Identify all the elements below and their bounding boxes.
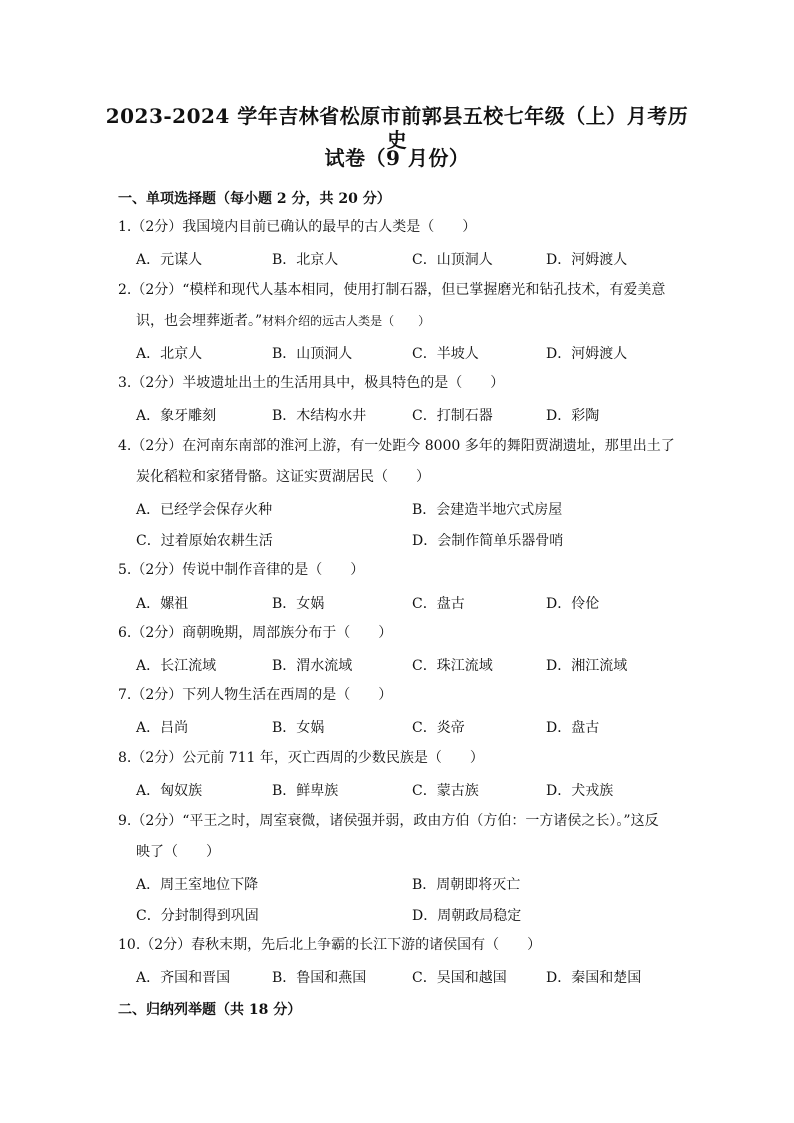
question-7-options	[136, 717, 696, 735]
option-c: C．山顶洞人	[412, 252, 493, 268]
option-a: A．齐国和晋国	[136, 970, 231, 986]
option-d: D．彩陶	[546, 408, 600, 424]
question-1-options	[136, 249, 696, 267]
question-6-stem: 6.（2分）商朝晚期，周部族分布于（ ）	[118, 625, 393, 641]
option-b: B．会建造半地穴式房屋	[412, 502, 563, 518]
question-9-stem-line1: 9.（2分）“平王之时，周室衰微，诸侯强并弱，政由方伯（方伯：一方诸侯之长）。”这反	[118, 813, 659, 829]
section-heading-1: 一、单项选择题（每小题 2 分，共 20 分）	[118, 191, 391, 207]
option-d: D．盘古	[546, 720, 600, 736]
question-8-options	[136, 780, 696, 798]
option-b: B．山顶洞人	[272, 346, 353, 362]
option-a: A．吕尚	[136, 720, 189, 736]
option-d: D．河姆渡人	[546, 252, 628, 268]
option-d: D．秦国和楚国	[546, 970, 642, 986]
question-5-stem: 5.（2分）传说中制作音律的是（ ）	[118, 562, 365, 578]
option-c: C．盘古	[412, 596, 465, 612]
option-c: C．珠江流域	[412, 658, 493, 674]
question-2-stem-line2	[136, 312, 430, 330]
option-c: C．过着原始农耕生活	[136, 533, 273, 549]
option-a: A．周王室地位下降	[136, 877, 259, 893]
question-9-options-row2	[136, 905, 696, 923]
option-a: A．匈奴族	[136, 783, 203, 799]
question-4-options-row2	[136, 530, 696, 548]
option-c: C．吴国和越国	[412, 970, 507, 986]
exam-title-line1: 2023-2024 学年吉林省松原市前郭县五校七年级（上）月考历史	[105, 104, 689, 152]
exam-title-line2: 试卷（9 月份）	[324, 146, 470, 170]
section-heading-2: 二、归纳列举题（共 18 分）	[118, 1002, 302, 1018]
question-9-stem-line2: 映了（ ）	[136, 844, 220, 860]
question-3-stem: 3.（2分）半坡遗址出土的生活用具中，极具特色的是（ ）	[118, 375, 505, 391]
question-4-stem-line2: 炭化稻粒和家猪骨骼。这证实贾湖居民（ ）	[136, 469, 430, 485]
option-a: A．元谋人	[136, 252, 203, 268]
option-c: C．蒙古族	[412, 783, 479, 799]
question-2-stem-line1: 2.（2分）“模样和现代人基本相同，使用打制石器，但已掌握磨光和钻孔技术，有爱美意	[118, 282, 666, 298]
option-c: C．半坡人	[412, 346, 479, 362]
question-7-stem: 7.（2分）下列人物生活在西周的是（ ）	[118, 687, 393, 703]
option-c: C．分封制得到巩固	[136, 908, 259, 924]
question-8-stem: 8.（2分）公元前 711 年，灭亡西周的少数民族是（ ）	[118, 750, 484, 766]
option-b: B．鲁国和燕国	[272, 970, 367, 986]
option-c: C．打制石器	[412, 408, 493, 424]
question-9-options-row1	[136, 874, 696, 892]
option-b: B．北京人	[272, 252, 339, 268]
option-c: C．炎帝	[412, 720, 465, 736]
option-a: A．嫘祖	[136, 596, 189, 612]
option-b: B．周朝即将灭亡	[412, 877, 521, 893]
option-d: D．河姆渡人	[546, 346, 628, 362]
option-a: A．长江流域	[136, 658, 217, 674]
question-2-prompt: 材料介绍的远古人类是（ ）	[262, 314, 431, 328]
option-d: D．伶伦	[546, 596, 600, 612]
question-3-options	[136, 405, 696, 423]
option-d: D．湘江流域	[546, 658, 628, 674]
question-2-quote-end: 识，也会埋葬逝者。”	[136, 313, 263, 329]
option-a: A．已经学会保存火种	[136, 502, 273, 518]
option-b: B．渭水流域	[272, 658, 353, 674]
option-b: B．木结构水井	[272, 408, 367, 424]
option-d: D．周朝政局稳定	[412, 908, 522, 924]
question-4-options-row1	[136, 499, 696, 517]
option-a: A．北京人	[136, 346, 203, 362]
option-d: D．犬戎族	[546, 783, 614, 799]
option-b: B．女娲	[272, 720, 325, 736]
option-a: A．象牙雕刻	[136, 408, 217, 424]
question-10-options	[136, 967, 696, 985]
option-d: D．会制作简单乐器骨哨	[412, 533, 564, 549]
option-b: B．女娲	[272, 596, 325, 612]
question-2-options	[136, 343, 696, 361]
option-b: B．鲜卑族	[272, 783, 339, 799]
question-6-options	[136, 655, 696, 673]
question-10-stem: 10.（2分）春秋末期，先后北上争霸的长江下游的诸侯国有（ ）	[118, 937, 542, 953]
question-1-stem: 1.（2分）我国境内目前已确认的最早的古人类是（ ）	[118, 219, 477, 235]
question-5-options	[136, 593, 696, 611]
question-4-stem-line1: 4.（2分）在河南东南部的淮河上游，有一处距今 8000 多年的舞阳贾湖遗址，那里出土了	[118, 438, 675, 454]
